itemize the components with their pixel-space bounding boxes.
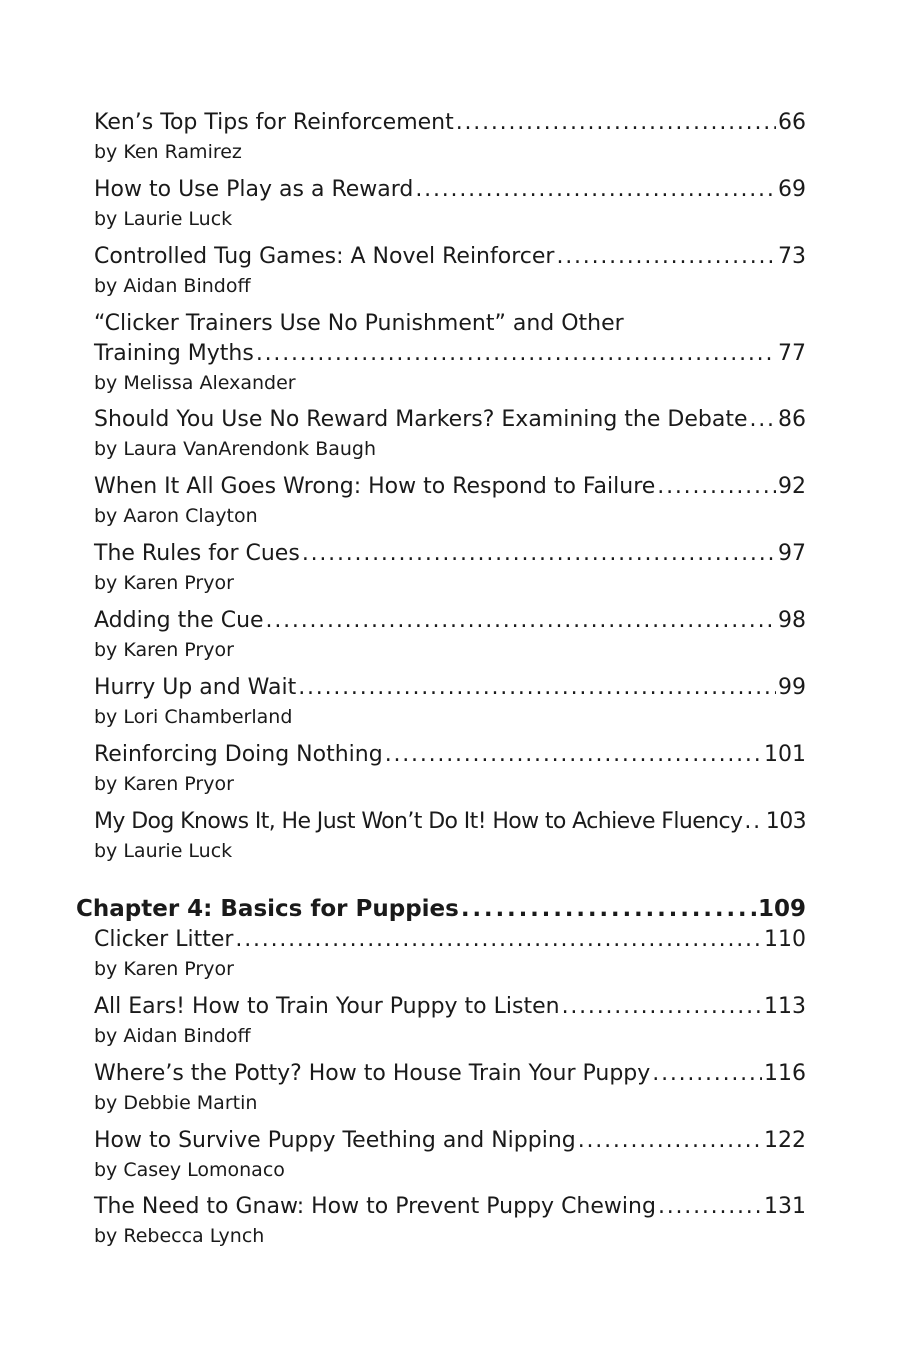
toc-entry — [94, 539, 806, 597]
entry-title: Should You Use No Reward Markers? Examining the Debate — [94, 407, 748, 432]
toc-entry — [94, 309, 806, 397]
entry-title: My Dog Knows It, He Just Won’t Do It! How to Achieve Fluency — [94, 809, 743, 834]
page-number: 92 — [778, 474, 806, 499]
page-number: 116 — [764, 1061, 806, 1086]
toc-entry-line — [94, 1192, 806, 1222]
toc-entry-line — [94, 740, 806, 770]
entry-title: When It All Goes Wrong: How to Respond to Failure — [94, 474, 656, 499]
entry-author: by Rebecca Lynch — [94, 1225, 265, 1247]
entry-title: The Need to Gnaw: How to Prevent Puppy Chewing — [94, 1194, 656, 1219]
page-number: 86 — [778, 407, 806, 432]
entry-author: by Melissa Alexander — [94, 372, 296, 394]
entry-author: by Aaron Clayton — [94, 505, 258, 527]
toc-entry — [94, 175, 806, 233]
dot-leader — [302, 539, 776, 569]
dot-leader — [657, 472, 776, 502]
chapter-title: Chapter 4: Basics for Puppies — [76, 896, 459, 922]
toc-entry — [94, 242, 806, 300]
page-number: 77 — [778, 341, 806, 366]
chapter-heading-line — [76, 894, 806, 924]
entry-author: by Aidan Bindoff — [94, 1025, 251, 1047]
dot-leader — [562, 992, 762, 1022]
toc-entry-line — [94, 539, 806, 569]
page-number: 99 — [778, 675, 806, 700]
entry-title-first-line: “Clicker Trainers Use No Punishment” and Other — [94, 311, 624, 336]
toc-entry — [94, 925, 806, 983]
entry-author: by Laurie Luck — [94, 840, 233, 862]
dot-leader — [461, 894, 756, 924]
page-number: 73 — [778, 244, 806, 269]
dot-leader — [456, 108, 776, 138]
dot-leader — [652, 1059, 762, 1089]
dot-leader — [658, 1192, 762, 1222]
entry-title: Controlled Tug Games: A Novel Reinforcer — [94, 244, 555, 269]
toc-entry-line — [94, 242, 806, 272]
entry-title: Reinforcing Doing Nothing — [94, 742, 383, 767]
entry-author: by Casey Lomonaco — [94, 1159, 285, 1181]
entry-title: How to Use Play as a Reward — [94, 177, 414, 202]
entry-title: Where’s the Potty? How to House Train Your Puppy — [94, 1061, 651, 1086]
entry-author: by Laurie Luck — [94, 208, 233, 230]
toc-entry — [94, 405, 806, 463]
toc-entry-line — [94, 339, 806, 369]
entry-author: by Karen Pryor — [94, 958, 234, 980]
dot-leader — [744, 807, 763, 837]
entry-title: Adding the Cue — [94, 608, 264, 633]
entry-author: by Laura VanArendonk Baugh — [94, 438, 377, 460]
toc-entry — [94, 673, 806, 731]
toc-entry-line — [94, 673, 806, 703]
toc-entry — [94, 606, 806, 664]
entry-author: by Ken Ramirez — [94, 141, 242, 163]
entry-author: by Karen Pryor — [94, 639, 234, 661]
toc-entry — [94, 740, 806, 798]
entry-title: The Rules for Cues — [94, 541, 300, 566]
toc-entry — [94, 1192, 806, 1250]
dot-leader — [235, 925, 762, 955]
dot-leader — [256, 339, 776, 369]
toc-entry — [94, 108, 806, 166]
page-number: 110 — [764, 927, 806, 952]
entry-title: How to Survive Puppy Teething and Nipping — [94, 1128, 576, 1153]
toc-entry — [94, 807, 806, 865]
dot-leader — [298, 673, 776, 703]
entry-title: Clicker Litter — [94, 927, 234, 952]
toc-entry — [94, 1059, 806, 1117]
chapter-heading — [76, 894, 806, 924]
toc-entry-line — [94, 472, 806, 502]
page-number: 131 — [764, 1194, 806, 1219]
dot-leader — [385, 740, 762, 770]
page-number: 97 — [778, 541, 806, 566]
chapter-page-number: 109 — [757, 896, 806, 922]
toc-entry — [94, 472, 806, 530]
dot-leader — [415, 175, 776, 205]
toc-entry-line — [94, 992, 806, 1022]
page-number: 103 — [765, 809, 806, 834]
page-number: 101 — [764, 742, 806, 767]
dot-leader — [266, 606, 776, 636]
entry-title: Hurry Up and Wait — [94, 675, 297, 700]
toc-entry-line — [94, 108, 806, 138]
dot-leader — [556, 242, 776, 272]
toc-entry-line — [94, 1126, 806, 1156]
toc-entry-line — [94, 925, 806, 955]
toc-entry — [94, 1126, 806, 1184]
entry-title: Training Myths — [94, 341, 254, 366]
dot-leader — [578, 1126, 762, 1156]
toc-entry — [94, 992, 806, 1050]
toc-entry-line — [94, 606, 806, 636]
toc-entry-line — [94, 175, 806, 205]
dot-leader — [749, 405, 776, 435]
page-number: 98 — [778, 608, 806, 633]
toc-entry-line — [94, 807, 806, 837]
entry-title: Ken’s Top Tips for Reinforcement — [94, 110, 454, 135]
page-number: 113 — [764, 994, 806, 1019]
entry-title: All Ears! How to Train Your Puppy to Listen — [94, 994, 560, 1019]
entry-author: by Karen Pryor — [94, 773, 234, 795]
page-number: 66 — [778, 110, 806, 135]
entry-author: by Lori Chamberland — [94, 706, 293, 728]
entry-author: by Aidan Bindoff — [94, 275, 251, 297]
entry-author: by Debbie Martin — [94, 1092, 258, 1114]
toc-entry-line — [94, 1059, 806, 1089]
page-number: 69 — [778, 177, 806, 202]
toc-entry-line — [94, 405, 806, 435]
entry-author: by Karen Pryor — [94, 572, 234, 594]
page-number: 122 — [764, 1128, 806, 1153]
